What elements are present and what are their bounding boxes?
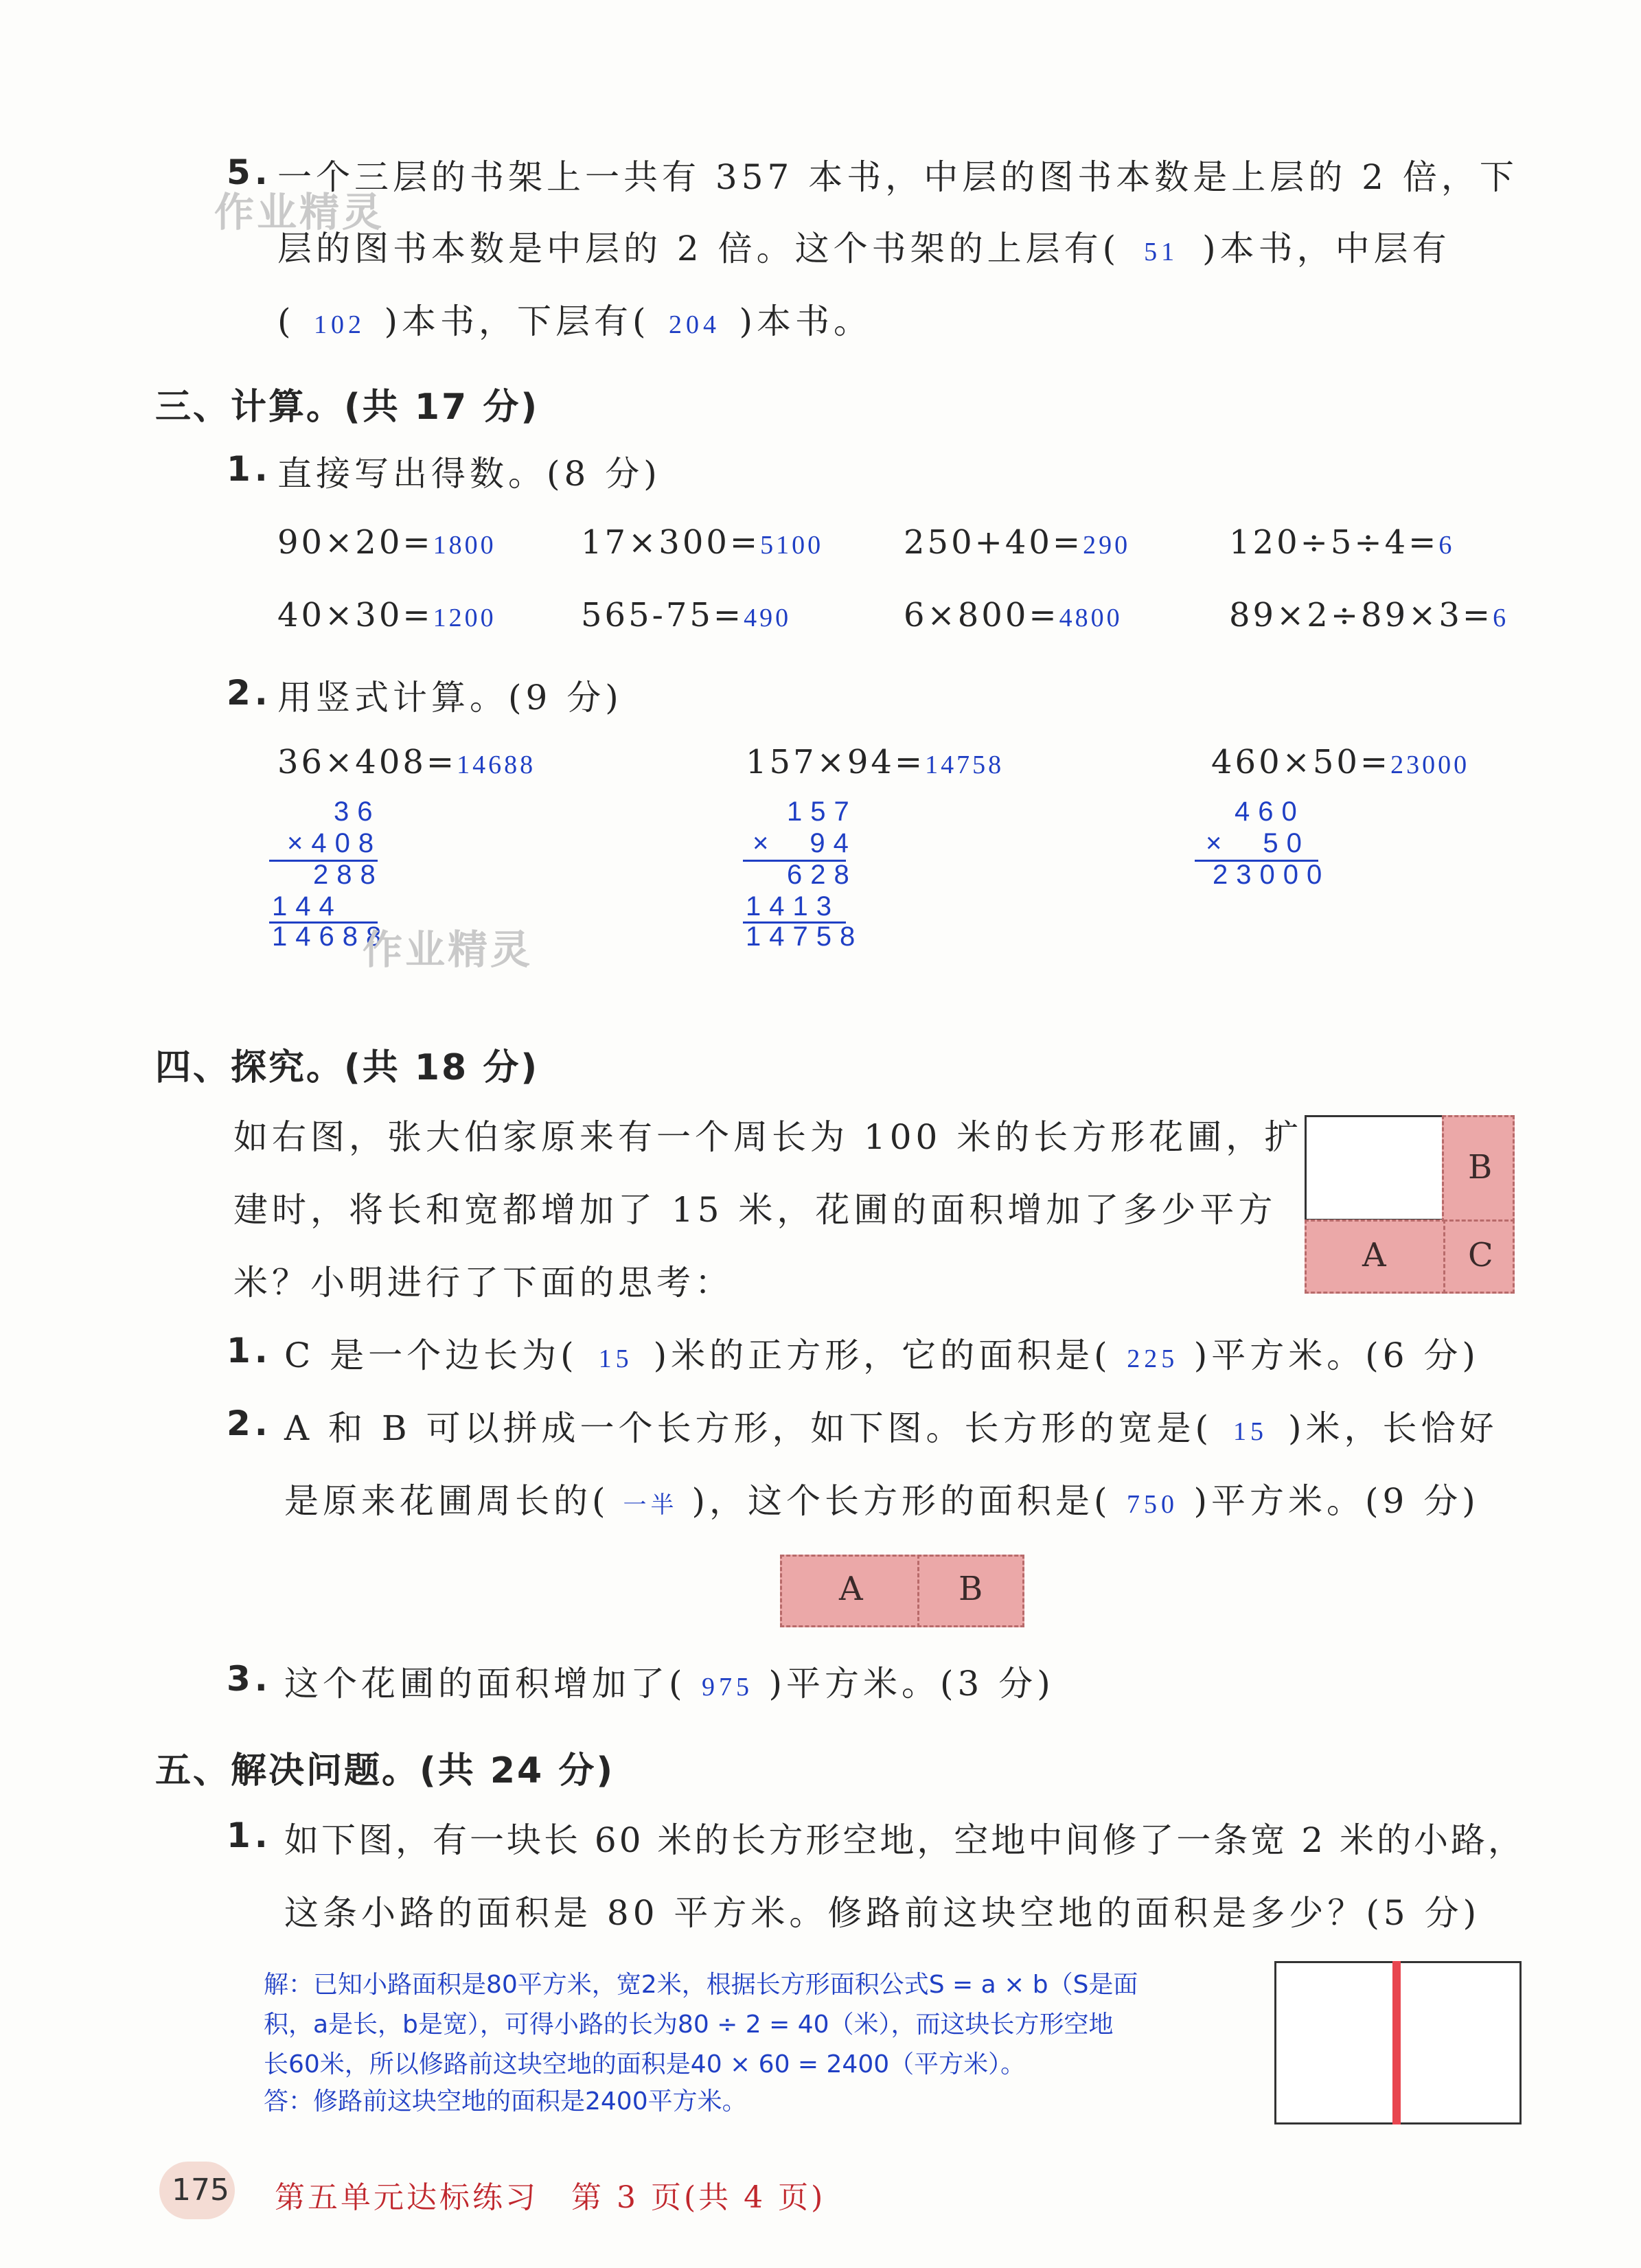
sec5-q1-line1: 如下图，有一块长 60 米的长方形空地，空地中间修了一条宽 2 米的小路， xyxy=(284,1820,1526,1860)
answer-upper: 51 xyxy=(1144,238,1179,266)
solution-line2: 积，a是长，b是宽），可得小路的长为80 ÷ 2 = 40（米），而这块长方形空地 xyxy=(264,2011,1114,2039)
footer-text: 第五单元达标练习 第 3 页(共 4 页) xyxy=(275,2180,826,2215)
vertical-calc-expr: 36×408=14688 xyxy=(277,743,536,781)
vertical-line: 144 xyxy=(272,891,343,921)
mental-math-item: 120÷5÷4=6 xyxy=(1229,523,1455,562)
vertical-line: × 50 xyxy=(1206,828,1310,858)
vertical-line: 23000 xyxy=(1213,860,1331,890)
q5-number: 5. xyxy=(227,152,272,192)
mental-math-item: 40×30=1200 xyxy=(277,596,496,634)
solution-line3: 长60米，所以修路前这块空地的面积是40 × 60 = 2400（平方米）。 xyxy=(264,2050,1026,2078)
mental-math-item: 565-75=490 xyxy=(581,596,792,634)
vertical-line: 157 xyxy=(787,797,858,827)
answer-middle: 102 xyxy=(314,310,366,339)
path-strip xyxy=(1392,1961,1401,2124)
vertical-line: 36 xyxy=(334,797,381,827)
section4-title: 四、探究。(共 18 分) xyxy=(155,1047,540,1088)
vertical-line: 628 xyxy=(787,860,858,890)
sec3-p1-title: 直接写出得数。(8 分) xyxy=(277,454,661,494)
vertical-line: 460 xyxy=(1235,797,1305,827)
sec4-q2-line1: A 和 B 可以拼成一个长方形，如下图。长方形的宽是( 15 )米，长恰好 xyxy=(284,1408,1498,1448)
answer-lower: 204 xyxy=(669,310,721,339)
solution-answer: 答：修路前这块空地的面积是2400平方米。 xyxy=(264,2087,747,2116)
mental-math-item: 250+40=290 xyxy=(904,523,1131,562)
sec4-intro-line3: 米？小明进行了下面的思考： xyxy=(233,1263,733,1303)
label-c: C xyxy=(1468,1236,1493,1274)
mental-math-item: 90×20=1800 xyxy=(277,523,496,562)
mental-math-item: 17×300=5100 xyxy=(581,523,824,562)
sec4-intro-line2: 建时，将长和宽都增加了 15 米，花圃的面积增加了多少平方 xyxy=(233,1190,1277,1230)
watermark: 作业精灵 xyxy=(363,926,533,973)
vertical-calc-expr: 157×94=14758 xyxy=(746,743,1005,781)
mental-math-item: 6×800=4800 xyxy=(904,596,1123,634)
ab-label-a: A xyxy=(839,1570,863,1608)
sec5-q1-line2: 这条小路的面积是 80 平方米。修路前这块空地的面积是多少？(5 分) xyxy=(284,1893,1481,1933)
sec4-q2-number: 2. xyxy=(227,1404,272,1443)
q5-line1: 一个三层的书架上一共有 357 本书，中层的图书本数是上层的 2 倍，下 xyxy=(277,157,1518,197)
section3-title: 三、计算。(共 17 分) xyxy=(155,387,540,428)
sec4-q3: 这个花圃的面积增加了( 975 )平方米。(3 分) xyxy=(284,1664,1055,1704)
sec3-p2-number: 2. xyxy=(227,673,272,713)
sec4-q2-line2: 是原来花圃周长的( 一半 )，这个长方形的面积是( 750 )平方米。(9 分) xyxy=(284,1481,1480,1521)
sec5-q1-number: 1. xyxy=(227,1815,272,1855)
vertical-line: 288 xyxy=(313,860,384,890)
label-b: B xyxy=(1468,1148,1493,1187)
label-a: A xyxy=(1362,1236,1386,1274)
vertical-line: × 94 xyxy=(753,828,857,858)
sec4-q1: C 是一个边长为( 15 )米的正方形，它的面积是( 225 )平方米。(6 分) xyxy=(284,1336,1480,1375)
q5-line2: 层的图书本数是中层的 2 倍。这个书架的上层有( 51 )本书，中层有 xyxy=(277,229,1451,268)
watermark: 作业精灵 xyxy=(214,189,385,236)
original-garden xyxy=(1305,1115,1445,1221)
vertical-line: ×408 xyxy=(287,828,382,858)
mental-math-item: 89×2÷89×3=6 xyxy=(1229,596,1509,634)
sec3-p1-number: 1. xyxy=(227,449,272,489)
vertical-line: 14688 xyxy=(272,921,390,952)
solution-line1: 解：已知小路面积是80平方米，宽2米，根据长方形面积公式S = a × b（S是面 xyxy=(264,1971,1138,1999)
vertical-calc-expr: 460×50=23000 xyxy=(1211,743,1470,781)
q5-line3: ( 102 )本书，下层有( 204 )本书。 xyxy=(277,301,873,341)
section5-title: 五、解决问题。(共 24 分) xyxy=(155,1750,615,1791)
ab-label-b: B xyxy=(959,1570,983,1608)
sec4-intro-line1: 如右图，张大伯家原来有一个周长为 100 米的长方形花圃，扩 xyxy=(233,1117,1303,1157)
sec3-p2-title: 用竖式计算。(9 分) xyxy=(277,678,623,718)
sec4-q3-number: 3. xyxy=(227,1659,272,1699)
vertical-line: 14758 xyxy=(746,921,864,952)
sec4-q1-number: 1. xyxy=(227,1331,272,1371)
page-number: 175 xyxy=(172,2173,229,2208)
vertical-line: 1413 xyxy=(746,891,840,921)
